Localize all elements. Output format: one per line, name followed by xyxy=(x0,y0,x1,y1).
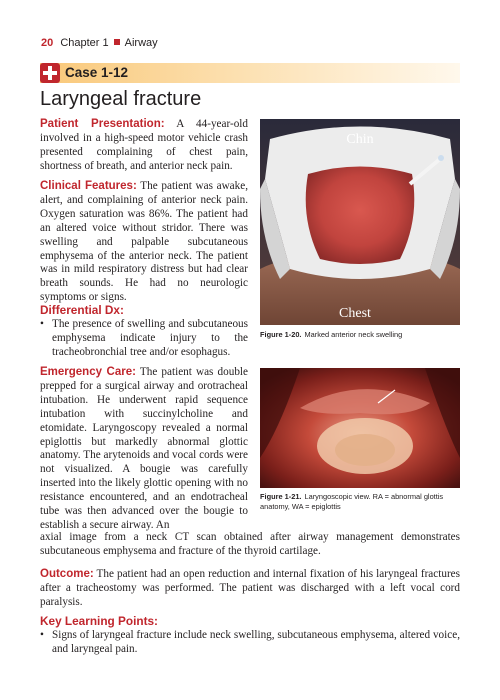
chapter-name: Chapter 1 xyxy=(60,37,109,49)
figure-caption-text: Marked anterior neck swelling xyxy=(304,330,403,339)
list-item: • Signs of laryngeal fracture include neck swelling, subcutaneous emphysema, altered voice, and laryngeal pain. xyxy=(40,629,460,657)
section-name: Airway xyxy=(124,37,158,49)
figure-number: Figure 1-20. xyxy=(260,330,302,339)
clinical-features-text: The patient was awake, alert, and complaining of anterior neck pain. Oxygen saturation was 86%. The patient had an altered voice without stridor. There was swelling and palpable subcutaneous emphysema of the anterior neck. The patient was in mild respiratory distress but had clear breath sounds. He had no neurologic symptoms or signs. xyxy=(40,180,248,304)
page-number: 20 xyxy=(41,37,54,49)
outcome-heading: Outcome: xyxy=(40,568,94,580)
patient-presentation-text: A 44-year-old involved in a high-speed motor vehicle crash presented complaining of chest pain, shortness of breath, and anterior neck pain. xyxy=(40,118,248,172)
list-item: • The presence of swelling and subcutaneous emphysema indicate injury to the tracheobronchial tree and/or esophagus. xyxy=(40,318,248,360)
emergency-care-text: The patient was double prepped for a surgical airway and orotracheal intubation. He underwent rapid sequence intubation with succinylcholine and etomidate. Laryngoscopy revealed a normal epiglottis but markedly abnormal glottic anatomy. The arytenoids and vocal cords were not visualized. A bougie was carefully inserted into the likely glottic opening with no resistance encountered, and an endotracheal tube was then advanced over the bougie to establish a secure airway. An xyxy=(40,366,248,531)
laryngoscopic-image xyxy=(260,368,460,488)
figure-number: Figure 1-21. xyxy=(260,492,302,501)
figure-caption-text: Laryngoscopic view. RA = abnormal glottis anatomy, WA = epiglottis xyxy=(260,492,444,511)
differential-heading: Differential Dx: xyxy=(40,303,124,317)
patient-presentation-paragraph xyxy=(40,118,248,174)
case-banner xyxy=(40,63,460,83)
page-title: Laryngeal fracture xyxy=(40,88,202,110)
case-label: Case 1-12 xyxy=(65,65,129,80)
figure-caption xyxy=(260,492,460,512)
outcome-paragraph xyxy=(40,568,460,610)
key-learning-list xyxy=(40,629,460,657)
differential-list xyxy=(40,318,248,360)
figure-neck-photo xyxy=(260,119,460,325)
patient-presentation-heading: Patient Presentation: xyxy=(40,118,165,130)
square-bullet-icon xyxy=(114,39,120,45)
emergency-care-paragraph xyxy=(40,366,248,533)
figure-laryngoscopy xyxy=(260,368,460,488)
clinical-features-paragraph xyxy=(40,180,248,305)
medical-cross-icon xyxy=(40,63,60,83)
key-learning-heading: Key Learning Points: xyxy=(40,614,158,628)
neck-swelling-image xyxy=(260,119,460,325)
emergency-care-heading: Emergency Care: xyxy=(40,366,136,378)
running-head xyxy=(41,37,158,49)
outcome-text: The patient had an open reduction and internal fixation of his laryngeal fractures after a tracheostomy was performed. The patient was discharged with a left vocal cord paralysis. xyxy=(40,568,460,608)
emergency-care-continuation: axial image from a neck CT scan obtained after airway management demonstrates subcutaneous emphysema and fracture of the thyroid cartilage. xyxy=(40,531,460,557)
clinical-features-heading: Clinical Features: xyxy=(40,180,137,192)
chin-label: Chin xyxy=(346,132,374,147)
chest-label: Chest xyxy=(339,306,371,321)
figure-caption xyxy=(260,330,460,340)
